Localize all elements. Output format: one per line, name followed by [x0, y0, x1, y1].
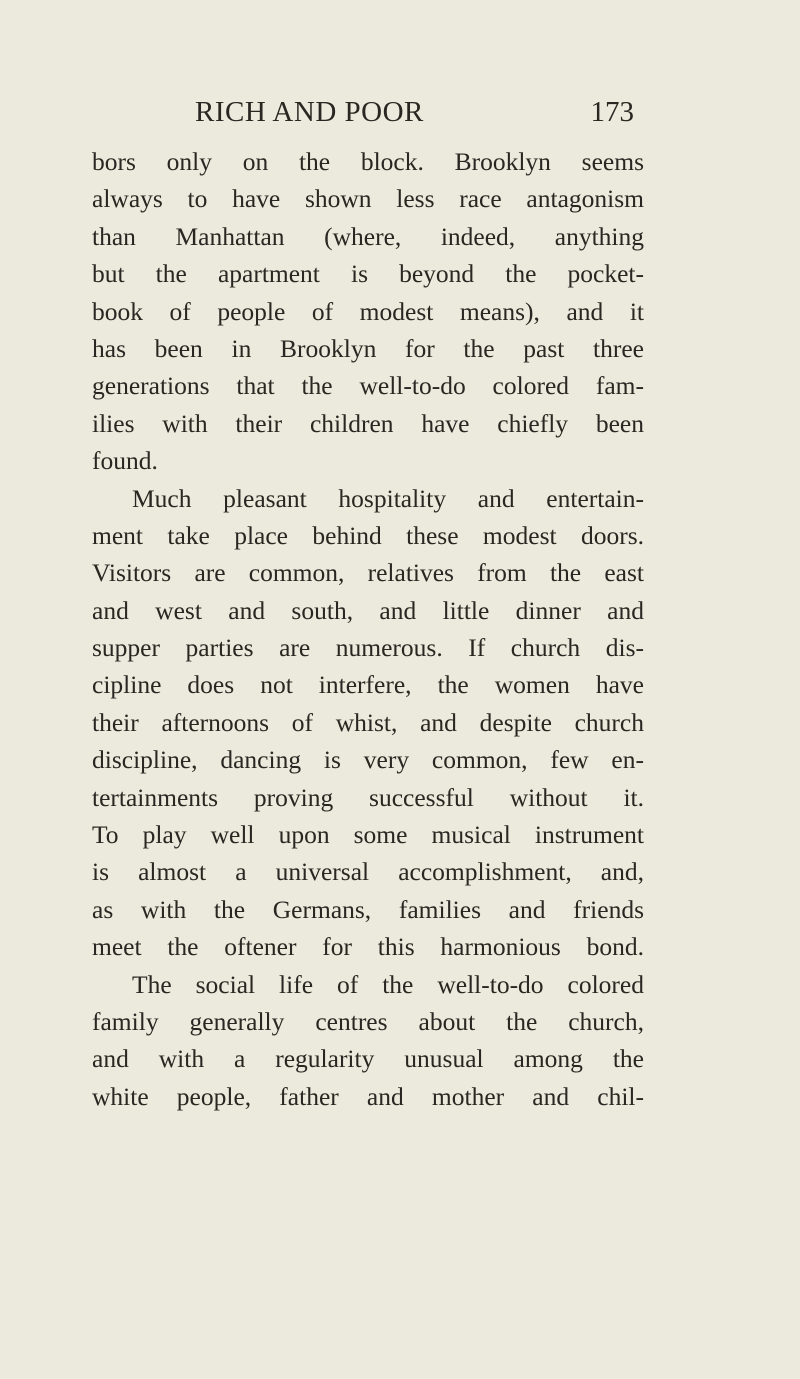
text-line: always to have shown less race antagonism [92, 184, 644, 214]
text-line: Much pleasant hospitality and entertain- [132, 483, 644, 513]
text-line: as with the Germans, families and friends [92, 894, 644, 924]
text-line: supper parties are numerous. If church dis- [92, 633, 644, 663]
text-line: is almost a universal accomplishment, and, [92, 857, 644, 887]
text-line: their afternoons of whist, and despite church [92, 707, 644, 737]
text-line: generations that the well-to-do colored fam- [92, 371, 644, 401]
text-line: meet the oftener for this harmonious bond. [92, 932, 644, 962]
page-number: 173 [590, 96, 634, 128]
text-line: bors only on the block. Brooklyn seems [92, 147, 644, 176]
text-line: found. [92, 446, 158, 476]
text-line: has been in Brooklyn for the past three [92, 333, 644, 363]
text-line: and with a regularity unusual among the [92, 1044, 644, 1074]
body-text [92, 143, 644, 1115]
text-line: but the apartment is beyond the pocket- [92, 259, 644, 289]
text-line: white people, father and mother and chil- [92, 1081, 644, 1111]
running-title: RICH AND POOR [195, 96, 424, 128]
text-line: discipline, dancing is very common, few en- [92, 745, 644, 775]
text-line: To play well upon some musical instrument [92, 820, 644, 850]
text-line: than Manhattan (where, indeed, anything [92, 221, 644, 251]
text-line: book of people of modest means), and it [92, 296, 644, 326]
text-line: family generally centres about the church, [92, 1006, 644, 1036]
text-line: ilies with their children have chiefly been [92, 408, 644, 438]
text-line: and west and south, and little dinner and [92, 595, 644, 625]
text-line: ment take place behind these modest doors. [92, 520, 644, 550]
running-head [0, 90, 800, 134]
text-line: Visitors are common, relatives from the east [92, 558, 644, 588]
text-line: tertainments proving successful without it. [92, 782, 644, 812]
text-line: The social life of the well-to-do colored [132, 969, 644, 999]
text-line: cipline does not interfere, the women have [92, 670, 644, 700]
